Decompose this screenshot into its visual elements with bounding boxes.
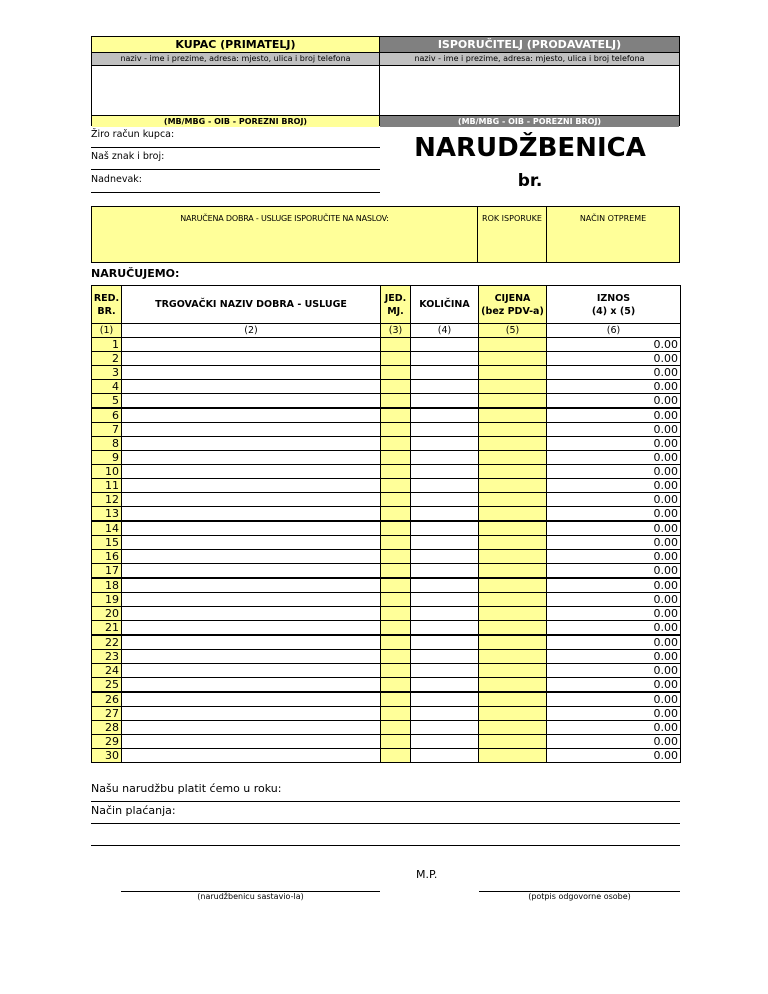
- unit-cell[interactable]: [381, 493, 411, 507]
- quantity-cell[interactable]: [411, 550, 479, 564]
- delivery-box: [91, 206, 680, 263]
- price-cell[interactable]: [479, 607, 547, 621]
- unit-cell[interactable]: [381, 352, 411, 366]
- header-price-line1: CIJENA: [494, 292, 531, 304]
- price-cell[interactable]: [479, 692, 547, 707]
- buyer-box: [91, 36, 380, 126]
- row-number: 13: [92, 507, 122, 522]
- item-name-cell[interactable]: [122, 536, 381, 550]
- price-cell[interactable]: [479, 593, 547, 607]
- header-row-number-line2: BR.: [97, 305, 116, 317]
- buyer-title: KUPAC (PRIMATELJ): [92, 37, 379, 53]
- col-number-6: (6): [547, 324, 681, 338]
- item-name-cell[interactable]: [122, 550, 381, 564]
- supplier-details-field[interactable]: [380, 66, 679, 116]
- price-cell[interactable]: [479, 493, 547, 507]
- table-row: [92, 423, 681, 437]
- blank-line[interactable]: [91, 826, 680, 846]
- buyer-id-label: (MB/MBG - OIB - POREZNI BROJ): [92, 116, 379, 127]
- row-number: 26: [92, 692, 122, 707]
- table-row: [92, 380, 681, 394]
- item-name-cell[interactable]: [122, 465, 381, 479]
- buyer-details-field[interactable]: [92, 66, 379, 116]
- item-name-cell[interactable]: [122, 564, 381, 579]
- table-row: [92, 366, 681, 380]
- unit-cell[interactable]: [381, 564, 411, 579]
- item-name-cell[interactable]: [122, 735, 381, 749]
- unit-cell[interactable]: [381, 451, 411, 465]
- col-number-2: (2): [122, 324, 381, 338]
- row-number: 19: [92, 593, 122, 607]
- row-number: 4: [92, 380, 122, 394]
- amount-cell: 0.00: [547, 578, 681, 593]
- row-number: 21: [92, 621, 122, 636]
- reference-label: Naš znak i broj:: [91, 151, 165, 162]
- table-row: [92, 578, 681, 593]
- price-cell[interactable]: [479, 721, 547, 735]
- price-cell[interactable]: [479, 521, 547, 536]
- item-name-cell[interactable]: [122, 692, 381, 707]
- row-number: 18: [92, 578, 122, 593]
- row-number: 24: [92, 664, 122, 678]
- unit-cell[interactable]: [381, 380, 411, 394]
- unit-cell[interactable]: [381, 593, 411, 607]
- unit-cell[interactable]: [381, 536, 411, 550]
- table-row: [92, 707, 681, 721]
- item-name-cell[interactable]: [122, 394, 381, 409]
- price-cell[interactable]: [479, 352, 547, 366]
- item-name-cell[interactable]: [122, 650, 381, 664]
- price-cell[interactable]: [479, 338, 547, 352]
- amount-cell: 0.00: [547, 521, 681, 536]
- amount-cell: 0.00: [547, 664, 681, 678]
- table-row: [92, 408, 681, 423]
- item-name-cell[interactable]: [122, 380, 381, 394]
- responsible-signature-label: (potpis odgovorne osobe): [528, 892, 631, 901]
- header-amount-line2: (4) x (5): [591, 305, 636, 317]
- price-cell[interactable]: [479, 707, 547, 721]
- payment-term-label: Našu narudžbu platit ćemo u roku:: [91, 782, 282, 795]
- amount-cell: 0.00: [547, 408, 681, 423]
- table-row: [92, 493, 681, 507]
- price-cell[interactable]: [479, 749, 547, 763]
- quantity-cell[interactable]: [411, 380, 479, 394]
- quantity-cell[interactable]: [411, 507, 479, 522]
- header-unit-line1: JED.: [384, 292, 407, 304]
- delivery-address-label: NARUČENA DOBRA - USLUGE ISPORUČITE NA NASLOV:: [180, 214, 389, 223]
- amount-cell: 0.00: [547, 749, 681, 763]
- amount-cell: 0.00: [547, 507, 681, 522]
- quantity-cell[interactable]: [411, 465, 479, 479]
- price-cell[interactable]: [479, 437, 547, 451]
- table-row: [92, 479, 681, 493]
- amount-cell: 0.00: [547, 607, 681, 621]
- price-cell[interactable]: [479, 550, 547, 564]
- quantity-cell[interactable]: [411, 366, 479, 380]
- price-cell[interactable]: [479, 621, 547, 636]
- quantity-cell[interactable]: [411, 394, 479, 409]
- unit-cell[interactable]: [381, 607, 411, 621]
- header-quantity: [411, 286, 479, 324]
- header-item-name-label: TRGOVAČKI NAZIV DOBRA - USLUGE: [155, 299, 347, 310]
- unit-cell[interactable]: [381, 721, 411, 735]
- quantity-cell[interactable]: [411, 692, 479, 707]
- quantity-cell[interactable]: [411, 564, 479, 579]
- buyer-subtitle: naziv - ime i prezime, adresa: mjesto, ulica i broj telefona: [92, 53, 379, 66]
- item-name-cell[interactable]: [122, 635, 381, 650]
- item-name-cell[interactable]: [122, 721, 381, 735]
- row-number: 16: [92, 550, 122, 564]
- unit-cell[interactable]: [381, 479, 411, 493]
- table-row: [92, 564, 681, 579]
- unit-cell[interactable]: [381, 621, 411, 636]
- unit-cell[interactable]: [381, 749, 411, 763]
- delivery-deadline-field[interactable]: [478, 207, 547, 262]
- table-row: [92, 692, 681, 707]
- header-item-name: [122, 286, 381, 324]
- unit-cell[interactable]: [381, 507, 411, 522]
- stamp-label: M.P.: [416, 868, 438, 881]
- table-row: [92, 550, 681, 564]
- document-number-label: br.: [517, 171, 543, 191]
- amount-cell: 0.00: [547, 380, 681, 394]
- order-items-table: [91, 285, 681, 763]
- amount-cell: 0.00: [547, 692, 681, 707]
- item-name-cell[interactable]: [122, 621, 381, 636]
- row-number: 6: [92, 408, 122, 423]
- col-number-4: (4): [411, 324, 479, 338]
- col-number-3: (3): [381, 324, 411, 338]
- quantity-cell[interactable]: [411, 578, 479, 593]
- header-unit-line2: MJ.: [387, 305, 404, 317]
- price-cell[interactable]: [479, 408, 547, 423]
- row-number: 3: [92, 366, 122, 380]
- item-name-cell[interactable]: [122, 451, 381, 465]
- item-name-cell[interactable]: [122, 593, 381, 607]
- amount-cell: 0.00: [547, 394, 681, 409]
- amount-cell: 0.00: [547, 423, 681, 437]
- amount-cell: 0.00: [547, 550, 681, 564]
- row-number: 22: [92, 635, 122, 650]
- payment-term-field[interactable]: [91, 782, 680, 802]
- table-row: [92, 507, 681, 522]
- row-number: 15: [92, 536, 122, 550]
- item-name-cell[interactable]: [122, 479, 381, 493]
- amount-cell: 0.00: [547, 479, 681, 493]
- table-row: [92, 621, 681, 636]
- header-unit: [381, 286, 411, 324]
- shipping-method-field[interactable]: [547, 207, 679, 262]
- header-amount: [547, 286, 681, 324]
- item-name-cell[interactable]: [122, 408, 381, 423]
- row-number: 8: [92, 437, 122, 451]
- row-number: 10: [92, 465, 122, 479]
- row-number: 30: [92, 749, 122, 763]
- row-number: 20: [92, 607, 122, 621]
- item-name-cell[interactable]: [122, 507, 381, 522]
- table-row: [92, 451, 681, 465]
- row-number: 28: [92, 721, 122, 735]
- amount-cell: 0.00: [547, 564, 681, 579]
- quantity-cell[interactable]: [411, 678, 479, 693]
- price-cell[interactable]: [479, 479, 547, 493]
- item-name-cell[interactable]: [122, 352, 381, 366]
- supplier-title: ISPORUČITELJ (PRODAVATELJ): [380, 37, 679, 53]
- item-name-cell[interactable]: [122, 338, 381, 352]
- amount-cell: 0.00: [547, 593, 681, 607]
- column-number-row: [92, 324, 681, 338]
- header-row-number: [92, 286, 122, 324]
- row-number: 1: [92, 338, 122, 352]
- quantity-cell[interactable]: [411, 408, 479, 423]
- shipping-method-label: NAČIN OTPREME: [579, 214, 647, 223]
- item-name-cell[interactable]: [122, 521, 381, 536]
- item-name-cell[interactable]: [122, 607, 381, 621]
- table-row: [92, 678, 681, 693]
- price-cell[interactable]: [479, 635, 547, 650]
- price-cell[interactable]: [479, 465, 547, 479]
- supplier-id-label: (MB/MBG - OIB - POREZNI BROJ): [380, 116, 679, 127]
- price-cell[interactable]: [479, 380, 547, 394]
- table-row: [92, 749, 681, 763]
- table-row: [92, 536, 681, 550]
- quantity-cell[interactable]: [411, 621, 479, 636]
- amount-cell: 0.00: [547, 650, 681, 664]
- price-cell[interactable]: [479, 451, 547, 465]
- quantity-cell[interactable]: [411, 536, 479, 550]
- delivery-deadline-label: ROK ISPORUKE: [482, 214, 542, 223]
- unit-cell[interactable]: [381, 635, 411, 650]
- amount-cell: 0.00: [547, 635, 681, 650]
- document-title: NARUDŽBENICA: [414, 133, 646, 163]
- quantity-cell[interactable]: [411, 593, 479, 607]
- giro-account-label: Žiro račun kupca:: [91, 129, 175, 140]
- row-number: 25: [92, 678, 122, 693]
- unit-cell[interactable]: [381, 521, 411, 536]
- payment-method-field[interactable]: [91, 804, 680, 824]
- amount-cell: 0.00: [547, 465, 681, 479]
- col-number-5: (5): [479, 324, 547, 338]
- table-row: [92, 465, 681, 479]
- item-name-cell[interactable]: [122, 493, 381, 507]
- quantity-cell[interactable]: [411, 352, 479, 366]
- price-cell[interactable]: [479, 678, 547, 693]
- price-cell[interactable]: [479, 564, 547, 579]
- price-cell[interactable]: [479, 664, 547, 678]
- unit-cell[interactable]: [381, 465, 411, 479]
- quantity-cell[interactable]: [411, 749, 479, 763]
- row-number: 11: [92, 479, 122, 493]
- unit-cell[interactable]: [381, 735, 411, 749]
- date-field[interactable]: [91, 174, 380, 193]
- table-row: [92, 521, 681, 536]
- table-row: [92, 607, 681, 621]
- amount-cell: 0.00: [547, 536, 681, 550]
- supplier-box: [380, 36, 680, 126]
- table-row: [92, 664, 681, 678]
- quantity-cell[interactable]: [411, 707, 479, 721]
- supplier-subtitle: naziv - ime i prezime, adresa: mjesto, ulica i broj telefona: [380, 53, 679, 66]
- quantity-cell[interactable]: [411, 437, 479, 451]
- delivery-address-field[interactable]: [92, 207, 478, 262]
- unit-cell[interactable]: [381, 437, 411, 451]
- item-name-cell[interactable]: [122, 749, 381, 763]
- row-number: 5: [92, 394, 122, 409]
- header-amount-line1: IZNOS: [596, 292, 631, 304]
- date-label: Nadnevak:: [91, 174, 142, 185]
- row-number: 27: [92, 707, 122, 721]
- row-number: 14: [92, 521, 122, 536]
- price-cell[interactable]: [479, 366, 547, 380]
- quantity-cell[interactable]: [411, 721, 479, 735]
- item-name-cell[interactable]: [122, 678, 381, 693]
- item-name-cell[interactable]: [122, 366, 381, 380]
- amount-cell: 0.00: [547, 735, 681, 749]
- price-cell[interactable]: [479, 536, 547, 550]
- amount-cell: 0.00: [547, 451, 681, 465]
- quantity-cell[interactable]: [411, 635, 479, 650]
- item-name-cell[interactable]: [122, 578, 381, 593]
- table-row: [92, 352, 681, 366]
- price-cell[interactable]: [479, 735, 547, 749]
- row-number: 2: [92, 352, 122, 366]
- payment-method-label: Način plaćanja:: [91, 804, 176, 817]
- price-cell[interactable]: [479, 650, 547, 664]
- unit-cell[interactable]: [381, 408, 411, 423]
- unit-cell[interactable]: [381, 550, 411, 564]
- header-price-line2: (bez PDV-a): [481, 305, 544, 317]
- unit-cell[interactable]: [381, 394, 411, 409]
- table-row: [92, 437, 681, 451]
- col-number-1: (1): [92, 324, 122, 338]
- giro-account-field[interactable]: [91, 129, 380, 148]
- quantity-cell[interactable]: [411, 338, 479, 352]
- amount-cell: 0.00: [547, 338, 681, 352]
- unit-cell[interactable]: [381, 707, 411, 721]
- amount-cell: 0.00: [547, 621, 681, 636]
- price-cell[interactable]: [479, 394, 547, 409]
- table-row: [92, 735, 681, 749]
- item-name-cell[interactable]: [122, 423, 381, 437]
- header-quantity-label: KOLIČINA: [419, 299, 470, 310]
- row-number: 12: [92, 493, 122, 507]
- price-cell[interactable]: [479, 578, 547, 593]
- amount-cell: 0.00: [547, 707, 681, 721]
- unit-cell[interactable]: [381, 338, 411, 352]
- unit-cell[interactable]: [381, 692, 411, 707]
- compiled-by-label: (narudžbenicu sastavio-la): [197, 892, 304, 901]
- reference-field[interactable]: [91, 151, 380, 170]
- amount-cell: 0.00: [547, 493, 681, 507]
- row-number: 9: [92, 451, 122, 465]
- unit-cell[interactable]: [381, 578, 411, 593]
- price-cell[interactable]: [479, 423, 547, 437]
- unit-cell[interactable]: [381, 664, 411, 678]
- order-heading: NARUČUJEMO:: [91, 267, 180, 280]
- quantity-cell[interactable]: [411, 664, 479, 678]
- amount-cell: 0.00: [547, 721, 681, 735]
- quantity-cell[interactable]: [411, 607, 479, 621]
- item-name-cell[interactable]: [122, 437, 381, 451]
- quantity-cell[interactable]: [411, 521, 479, 536]
- table-row: [92, 635, 681, 650]
- unit-cell[interactable]: [381, 650, 411, 664]
- table-row: [92, 338, 681, 352]
- amount-cell: 0.00: [547, 366, 681, 380]
- amount-cell: 0.00: [547, 437, 681, 451]
- amount-cell: 0.00: [547, 678, 681, 693]
- quantity-cell[interactable]: [411, 650, 479, 664]
- table-row: [92, 394, 681, 409]
- row-number: 7: [92, 423, 122, 437]
- unit-cell[interactable]: [381, 366, 411, 380]
- item-name-cell[interactable]: [122, 707, 381, 721]
- row-number: 17: [92, 564, 122, 579]
- unit-cell[interactable]: [381, 678, 411, 693]
- header-row-number-line1: RED.: [93, 292, 120, 304]
- amount-cell: 0.00: [547, 352, 681, 366]
- quantity-cell[interactable]: [411, 735, 479, 749]
- quantity-cell[interactable]: [411, 423, 479, 437]
- table-row: [92, 593, 681, 607]
- quantity-cell[interactable]: [411, 451, 479, 465]
- table-row: [92, 650, 681, 664]
- header-price: [479, 286, 547, 324]
- row-number: 29: [92, 735, 122, 749]
- quantity-cell[interactable]: [411, 493, 479, 507]
- quantity-cell[interactable]: [411, 479, 479, 493]
- price-cell[interactable]: [479, 507, 547, 522]
- item-name-cell[interactable]: [122, 664, 381, 678]
- table-row: [92, 721, 681, 735]
- unit-cell[interactable]: [381, 423, 411, 437]
- row-number: 23: [92, 650, 122, 664]
